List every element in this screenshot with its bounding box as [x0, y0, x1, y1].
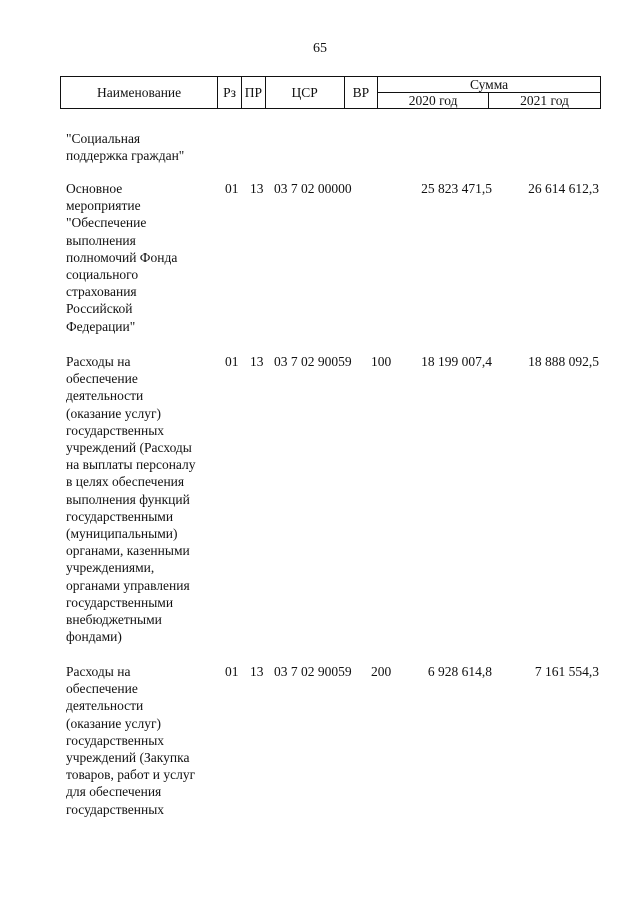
row-name [66, 663, 226, 818]
row-sum-2020: 25 823 471,5 [421, 181, 492, 196]
row-name-line: "Социальная [66, 131, 141, 146]
row-sum-2020: 6 928 614,8 [427, 664, 492, 679]
row-vr: 200 [371, 664, 392, 679]
row-name-line: органами, казенными [66, 543, 190, 559]
row-csr: 03 7 02 00000 [274, 181, 352, 196]
row-name-line: Федерации" [66, 318, 136, 334]
row-sum-2021: 26 614 612,3 [528, 181, 599, 196]
row-name [66, 353, 226, 645]
header-name: Наименование [61, 77, 218, 109]
row-name-line: товаров, работ и услуг [66, 767, 196, 783]
row-name-line: обеспечение [66, 681, 138, 697]
row-name-line: полномочий Фонда [66, 249, 178, 265]
row-sum-2020: 18 199 007,4 [421, 354, 492, 369]
row-name-line: деятельности [66, 698, 144, 714]
row-name-line: (оказание услуг) [66, 405, 161, 421]
row-pr: 13 [250, 181, 264, 196]
row-name-line: органами управления [66, 577, 190, 593]
row-name-line: страхования [66, 284, 137, 300]
row-name-line: Основное [66, 181, 123, 196]
row-csr: 03 7 02 90059 [274, 664, 352, 679]
row-name-line: обеспечение [66, 371, 138, 387]
row-name-line: социального [66, 267, 139, 283]
row-rz: 01 [225, 664, 239, 679]
row-name-line: (муниципальными) [66, 526, 178, 542]
row-name-line: учреждениями, [66, 560, 155, 576]
row-name [66, 130, 226, 164]
row-name-line: внебюджетными [66, 612, 162, 628]
header-sum: Сумма [378, 77, 601, 93]
row-name-line: для обеспечения [66, 784, 162, 800]
header-rz: Рз [218, 77, 242, 109]
row-sum-2021: 18 888 092,5 [528, 354, 599, 369]
row-name-line: Расходы на [66, 354, 131, 369]
row-name-line: выполнения [66, 232, 136, 248]
row-name-line: Расходы на [66, 664, 131, 679]
row-name-line: государственных [66, 422, 165, 438]
row-name-line: учреждений (Расходы [66, 440, 192, 456]
row-name-line: в целях обеспечения [66, 474, 185, 490]
row-name-line: деятельности [66, 388, 144, 404]
row-name [66, 180, 226, 335]
row-name-line: Российской [66, 301, 133, 317]
row-name-line: фондами) [66, 629, 122, 645]
row-name-line: мероприятие [66, 198, 141, 214]
row-name-line: поддержка граждан" [66, 148, 185, 164]
row-csr: 03 7 02 90059 [274, 354, 352, 369]
row-name-line: (оказание услуг) [66, 715, 161, 731]
header-vr: ВР [344, 77, 378, 109]
header-year-2020: 2020 год [378, 93, 489, 109]
row-name-line: государственными [66, 594, 174, 610]
row-vr: 100 [371, 354, 392, 369]
row-name-line: государственными [66, 508, 174, 524]
row-name-line: "Обеспечение [66, 215, 147, 231]
row-name-line: на выплаты персоналу [66, 457, 196, 473]
row-sum-2021: 7 161 554,3 [534, 664, 599, 679]
row-name-line: государственных [66, 801, 165, 817]
header-year-2021: 2021 год [489, 93, 601, 109]
row-name-line: выполнения функций [66, 491, 190, 507]
row-name-line: учреждений (Закупка [66, 750, 190, 766]
row-rz: 01 [225, 354, 239, 369]
row-rz: 01 [225, 181, 239, 196]
page-number: 65 [313, 41, 327, 56]
header-csr: ЦСР [265, 77, 344, 109]
budget-table-header [60, 76, 601, 109]
row-name-line: государственных [66, 732, 165, 748]
row-pr: 13 [250, 354, 264, 369]
header-pr: ПР [241, 77, 265, 109]
row-pr: 13 [250, 664, 264, 679]
